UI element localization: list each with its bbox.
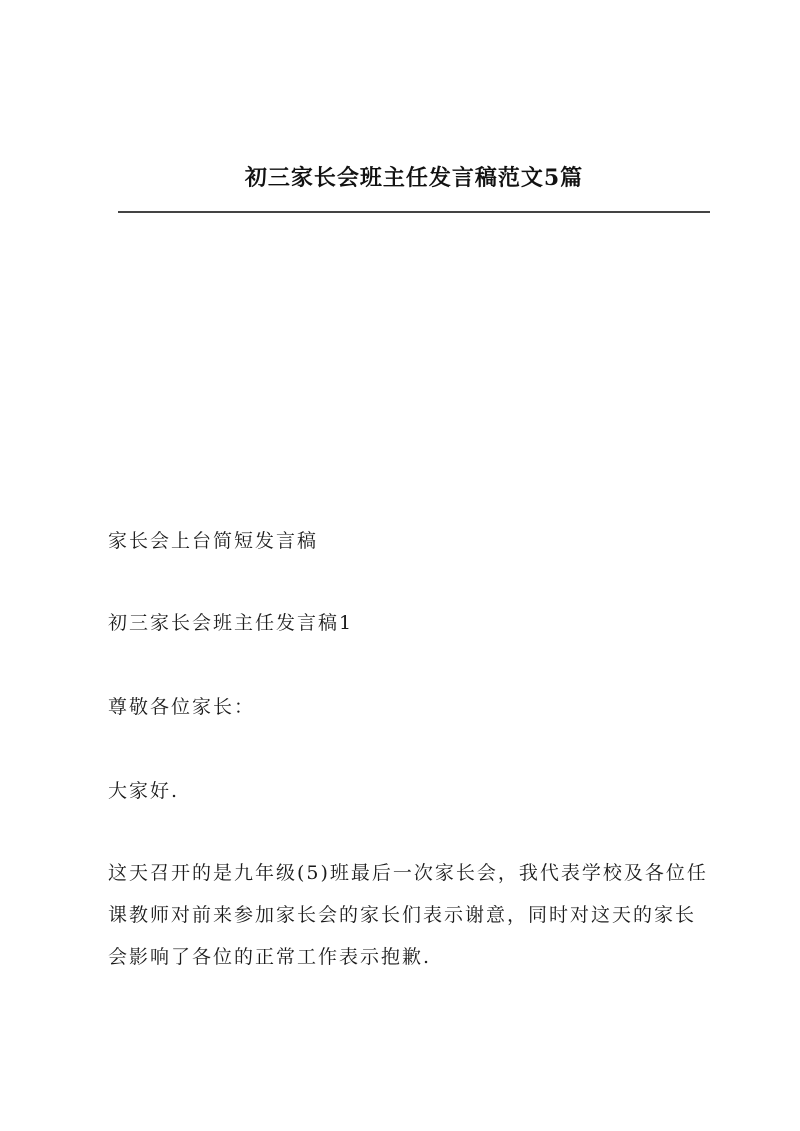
- document-title: 初三家长会班主任发言稿范文5篇: [244, 165, 584, 191]
- paragraph-greeting: 大家好.: [108, 780, 180, 802]
- paragraph-body: 这天召开的是九年级(5)班最后一次家长会，我代表学校及各位任课教师对前来参加家长会的家长们表示谢意，同时对这天的家长会影响了各位的正常工作表示抱歉.: [108, 862, 708, 968]
- paragraph-salutation: 尊敬各位家长：: [108, 696, 256, 718]
- title-underline: [118, 211, 710, 213]
- paragraph-heading: 初三家长会班主任发言稿1: [108, 612, 354, 634]
- paragraph-subtitle: 家长会上台简短发言稿: [108, 530, 319, 552]
